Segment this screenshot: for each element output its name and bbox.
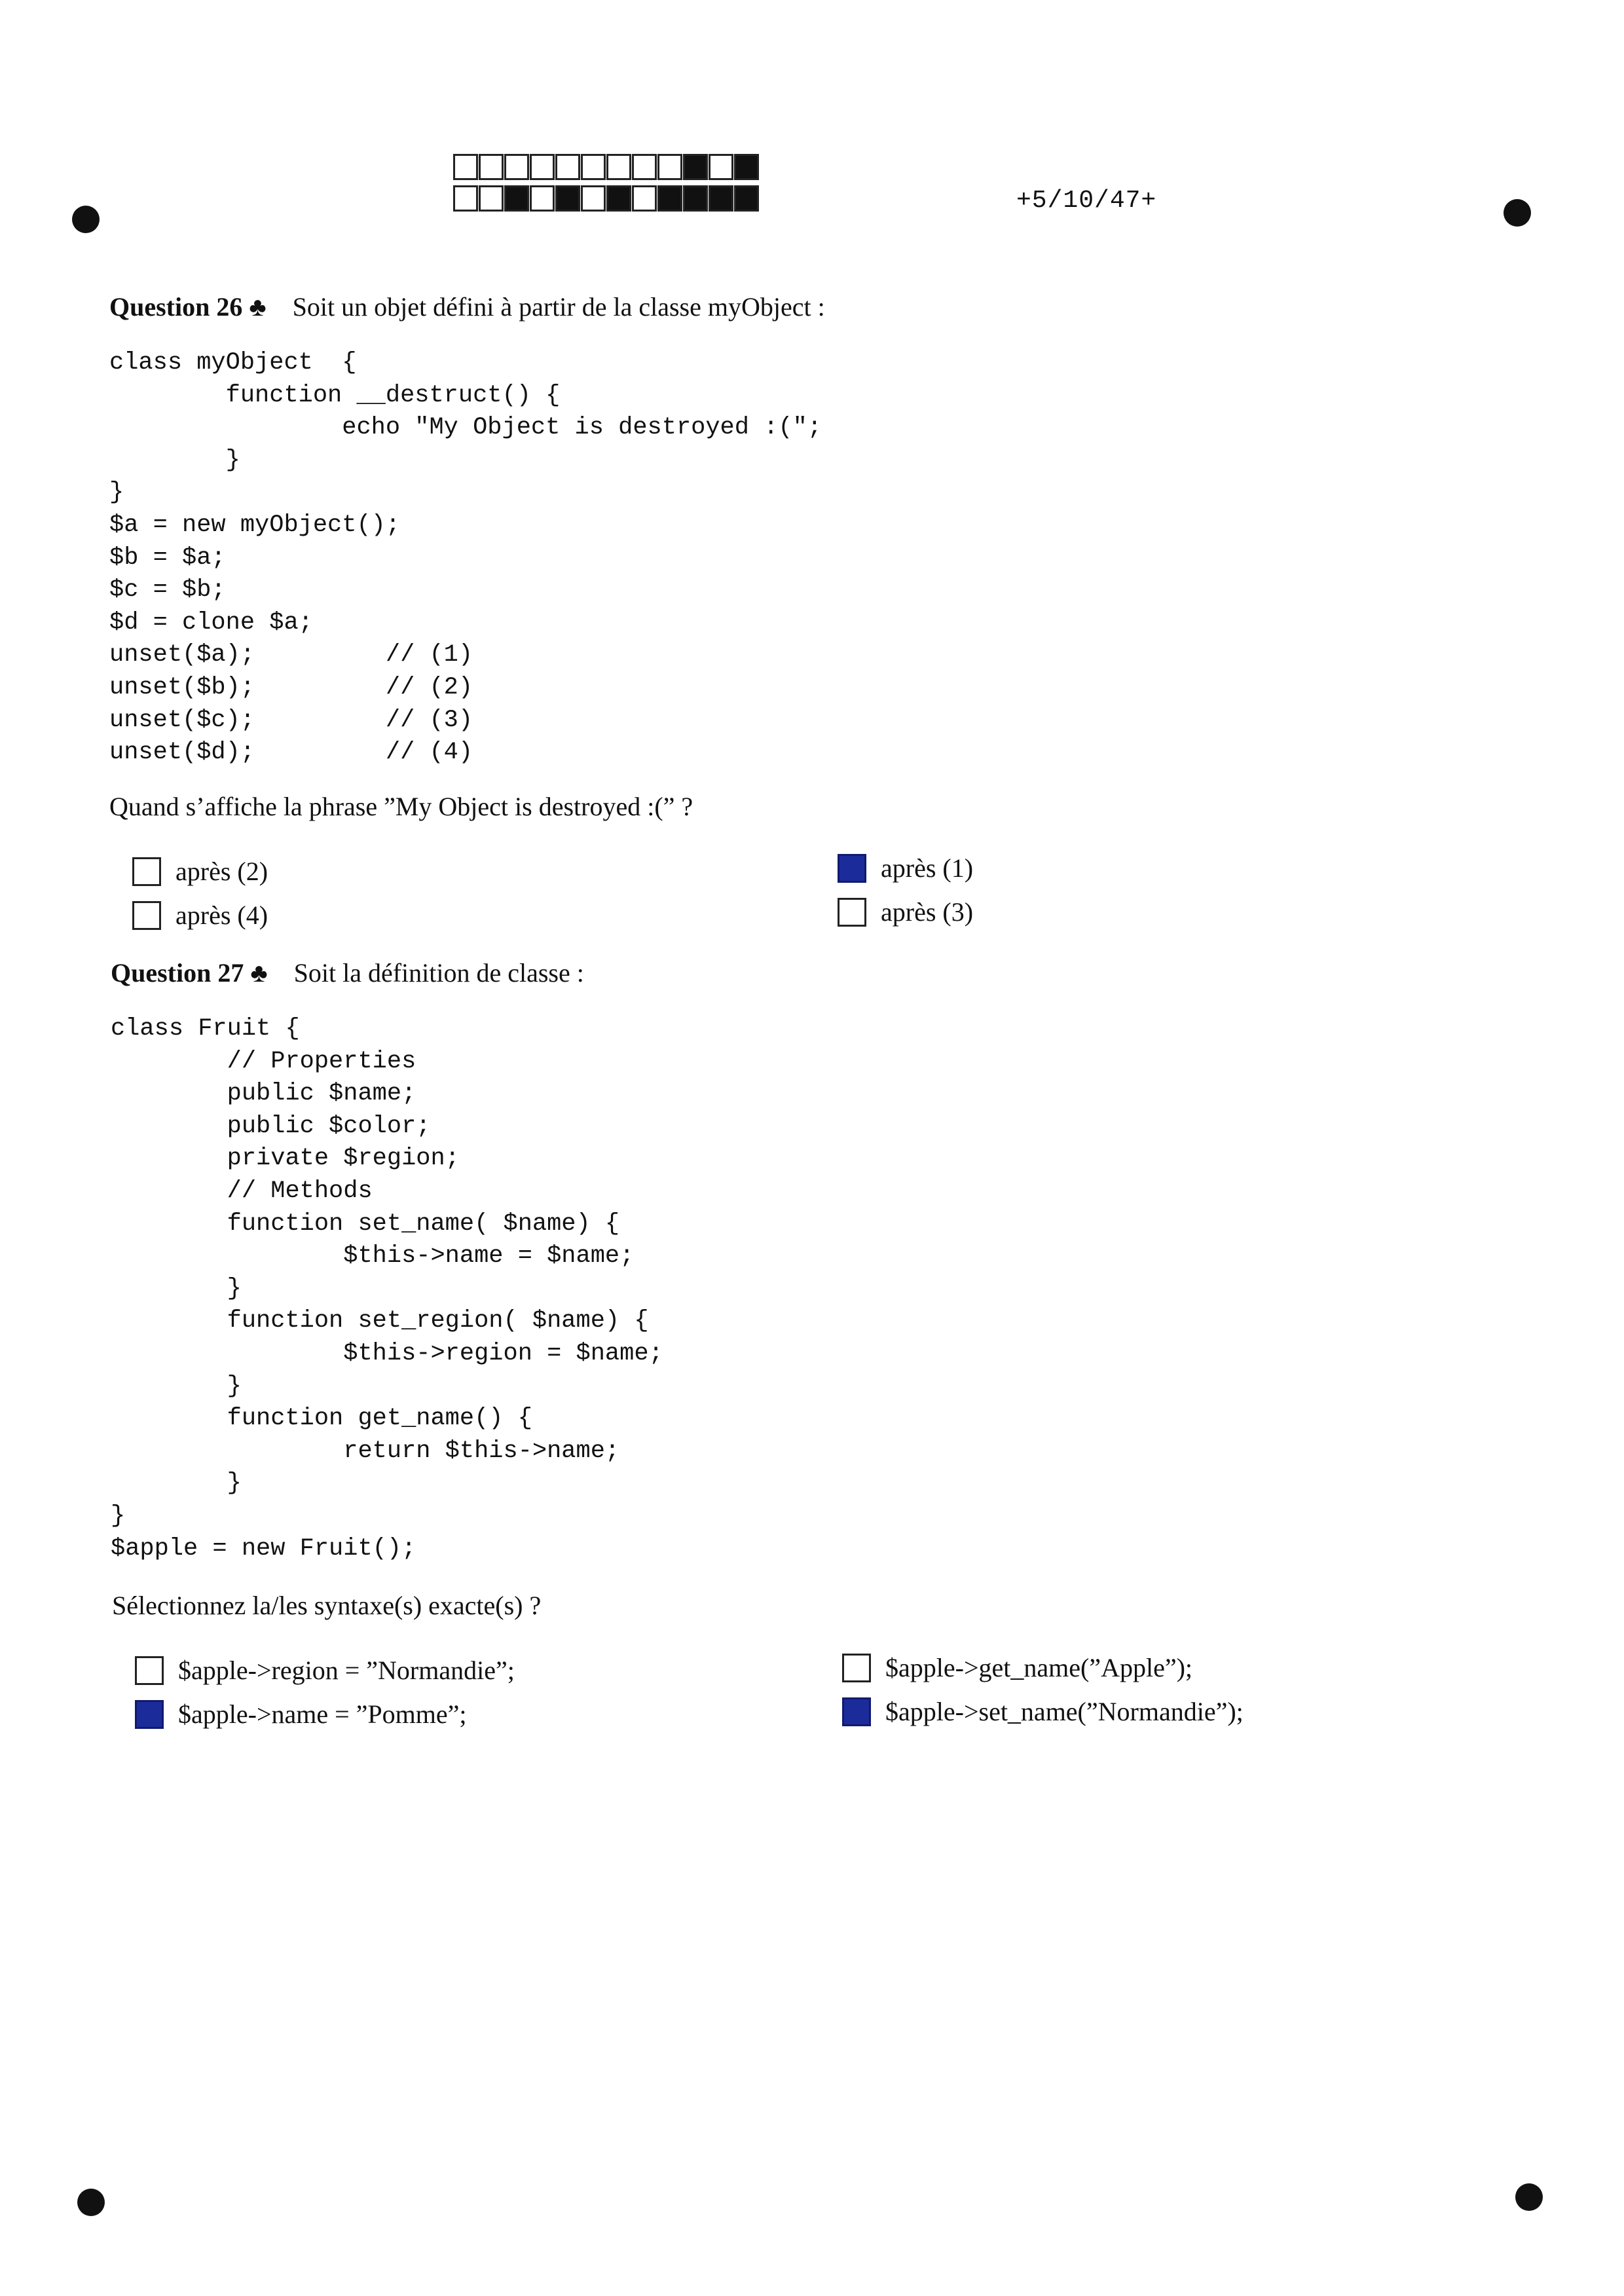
question-26-statement: Soit un objet défini à partir de la classe myObject : — [292, 292, 825, 322]
code-line: public $name; — [111, 1080, 416, 1108]
barcode-cell — [632, 185, 657, 212]
checkbox[interactable] — [135, 1700, 164, 1729]
barcode-cell — [530, 185, 555, 212]
checkbox[interactable] — [132, 901, 161, 930]
barcode-cell — [709, 185, 733, 212]
code-line: $apple = new Fruit(); — [111, 1534, 416, 1563]
q26-choice-1[interactable] — [132, 856, 268, 887]
barcode-row-2 — [453, 185, 760, 212]
code-line: private $region; — [111, 1145, 460, 1173]
barcode-cell — [657, 185, 682, 212]
barcode-cell — [709, 154, 733, 180]
question-26-code — [109, 347, 822, 769]
checkbox[interactable] — [838, 854, 866, 883]
code-line: } — [111, 1274, 242, 1303]
question-26-header — [109, 291, 825, 322]
choice-label: $apple->name = ”Pomme”; — [178, 1699, 467, 1729]
barcode-cell — [734, 185, 759, 212]
question-27-prompt: Sélectionnez la/les syntaxe(s) exacte(s) ? — [112, 1591, 542, 1620]
code-line: } — [109, 479, 124, 507]
choice-label: après (2) — [175, 857, 268, 886]
barcode-cell — [734, 154, 759, 180]
barcode-cell — [479, 154, 504, 180]
code-line: unset($d); // (4) — [109, 739, 473, 767]
barcode-cell — [555, 185, 580, 212]
code-line: function __destruct() { — [109, 381, 561, 409]
barcode-cell — [581, 185, 606, 212]
checkbox[interactable] — [132, 857, 161, 886]
barcode-cell — [453, 185, 478, 212]
code-line: $b = $a; — [109, 544, 226, 572]
code-line: unset($b); // (2) — [109, 673, 473, 701]
code-line: public $color; — [111, 1112, 431, 1140]
code-line: // Methods — [111, 1177, 373, 1205]
code-line: $c = $b; — [109, 576, 226, 604]
code-line: $this->region = $name; — [111, 1339, 663, 1367]
page-id: +5/10/47+ — [1016, 187, 1157, 215]
q27-choice-2[interactable] — [135, 1699, 467, 1730]
choice-label: après (4) — [175, 900, 268, 930]
q26-choice-4[interactable] — [838, 897, 973, 927]
barcode-cell — [632, 154, 657, 180]
q26-choice-3[interactable] — [838, 853, 973, 883]
code-line: unset($a); // (1) — [109, 641, 473, 669]
registration-mark-top-right — [1504, 199, 1531, 227]
q27-choice-4[interactable] — [842, 1696, 1244, 1727]
q27-choice-1[interactable] — [135, 1655, 515, 1686]
code-line: $d = clone $a; — [109, 608, 313, 637]
barcode-cell — [530, 154, 555, 180]
barcode-cell — [606, 154, 631, 180]
code-line: function set_name( $name) { — [111, 1210, 620, 1238]
checkbox[interactable] — [135, 1656, 164, 1685]
question-27-code — [111, 1013, 663, 1565]
code-line: } — [109, 446, 240, 474]
code-line: class myObject { — [109, 349, 357, 377]
barcode-cell — [683, 154, 708, 180]
question-27-header — [111, 957, 584, 988]
question-26-prompt: Quand s’affiche la phrase ”My Object is destroyed :(” ? — [109, 792, 693, 821]
choice-label: après (1) — [881, 853, 974, 883]
code-line: unset($c); // (3) — [109, 706, 473, 734]
barcode-cell — [504, 185, 529, 212]
q26-choice-2[interactable] — [132, 900, 268, 931]
choice-label: $apple->set_name(”Normandie”); — [885, 1697, 1244, 1726]
choice-label: $apple->region = ”Normandie”; — [178, 1656, 515, 1685]
code-line: $a = new myObject(); — [109, 511, 401, 539]
barcode-cell — [657, 154, 682, 180]
barcode-cell — [479, 185, 504, 212]
barcode-cell — [555, 154, 580, 180]
code-line: function set_region( $name) { — [111, 1307, 649, 1335]
code-line: echo "My Object is destroyed :("; — [109, 414, 822, 442]
barcode-cell — [504, 154, 529, 180]
checkbox[interactable] — [842, 1697, 871, 1726]
barcode-cell — [683, 185, 708, 212]
checkbox[interactable] — [842, 1654, 871, 1682]
registration-mark-bottom-right — [1515, 2183, 1543, 2211]
question-27-number: Question 27 ♣ — [111, 958, 268, 988]
code-line: } — [111, 1502, 126, 1530]
code-line: function get_name() { — [111, 1405, 532, 1433]
choice-label: après (3) — [881, 897, 974, 927]
code-line: return $this->name; — [111, 1437, 620, 1465]
question-27-statement: Soit la définition de classe : — [293, 958, 584, 988]
checkbox[interactable] — [838, 898, 866, 927]
barcode-cell — [453, 154, 478, 180]
choice-label: $apple->get_name(”Apple”); — [885, 1653, 1193, 1682]
registration-mark-bottom-left — [77, 2189, 105, 2216]
code-line: } — [111, 1372, 242, 1400]
barcode-row-1 — [453, 154, 760, 180]
page-barcode — [453, 154, 760, 217]
code-line: // Properties — [111, 1047, 416, 1075]
q27-choice-3[interactable] — [842, 1652, 1192, 1683]
registration-mark-top-left — [72, 206, 100, 233]
code-line: class Fruit { — [111, 1015, 300, 1043]
question-26-number: Question 26 ♣ — [109, 292, 267, 322]
code-line: } — [111, 1470, 242, 1498]
barcode-cell — [581, 154, 606, 180]
code-line: $this->name = $name; — [111, 1242, 635, 1270]
barcode-cell — [606, 185, 631, 212]
